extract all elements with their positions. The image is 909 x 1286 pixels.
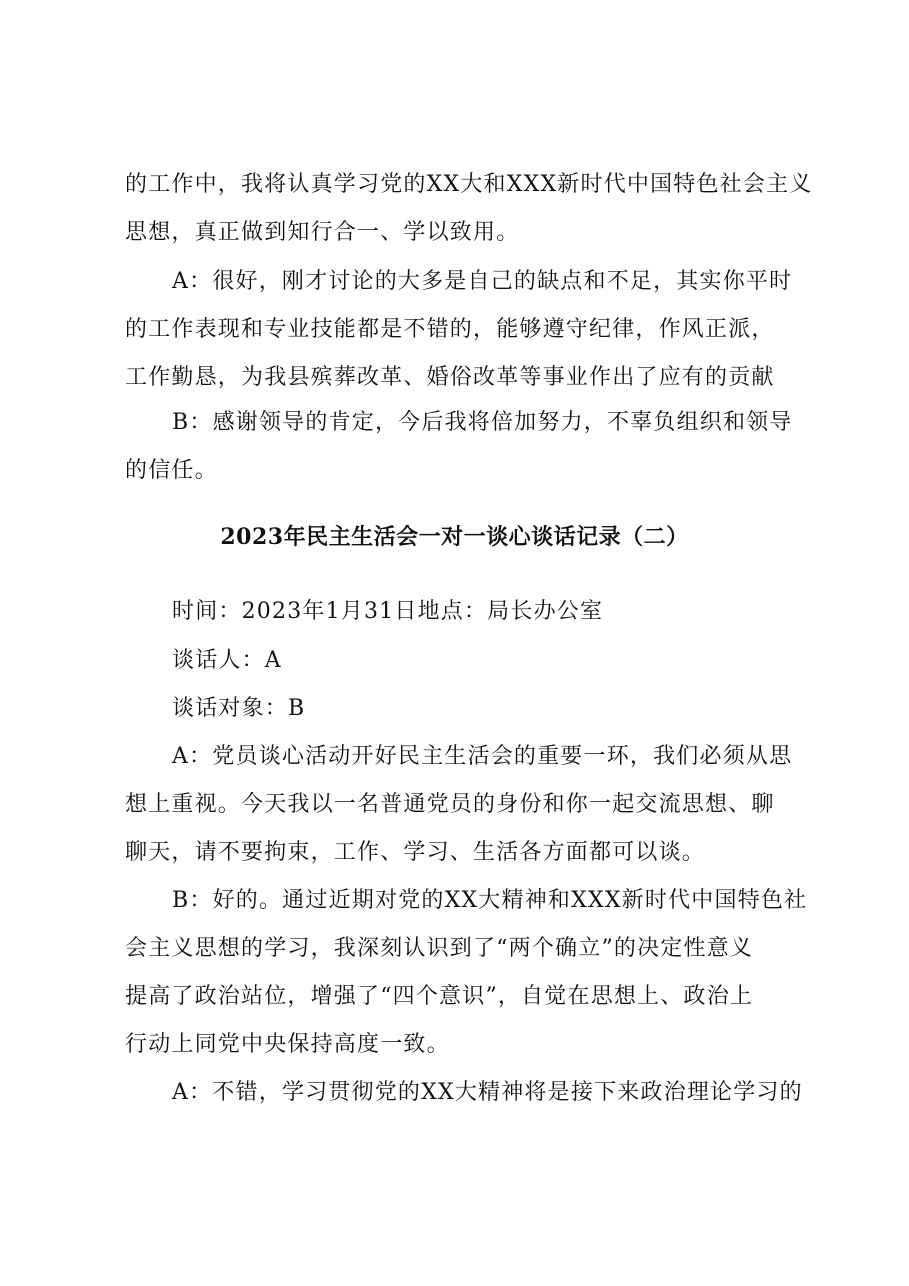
section-title: 2023年民主生活会一对一谈心谈话记录（二）: [220, 524, 689, 550]
meta-speaker: 谈话人：A: [172, 648, 282, 673]
paragraph-line: 聊天，请不要拘束，工作、学习、生活各方面都可以谈。: [125, 840, 706, 865]
paragraph-line: 思想，真正做到知行合一、学以致用。: [125, 220, 520, 245]
paragraph-line: 提高了政治站位，增强了“四个意识”，自觉在思想上、政治上: [125, 984, 754, 1009]
paragraph-line: 会主义思想的学习，我深刻认识到了“两个确立”的决定性意义: [125, 936, 754, 961]
paragraph-line: 的信任。: [125, 458, 218, 483]
paragraph-line: 工作勤恳，为我县殡葬改革、婚俗改革等事业作出了应有的贡献: [125, 365, 775, 390]
paragraph-line: A：党员谈心活动开好民主生活会的重要一环，我们必须从思: [172, 744, 793, 769]
paragraph-line: B：好的。通过近期对党的XX大精神和XXX新时代中国特色社: [172, 888, 808, 913]
paragraph-line: A：不错，学习贯彻党的XX大精神将是接下来政治理论学习的: [172, 1080, 803, 1105]
paragraph-line: 想上重视。今天我以一名普通党员的身份和你一起交流思想、聊: [125, 792, 775, 817]
paragraph-line: B：感谢领导的肯定，今后我将倍加努力，不辜负组织和领导: [172, 410, 793, 435]
paragraph-line: 的工作表现和专业技能都是不错的，能够遵守纪律，作风正派，: [125, 317, 775, 342]
meta-time-location: 时间：2023年1月31日地点：局长办公室: [172, 599, 604, 624]
paragraph-line: 的工作中，我将认真学习党的XX大和XXX新时代中国特色社会主义: [125, 172, 813, 197]
paragraph-line: 行动上同党中央保持高度一致。: [125, 1032, 450, 1057]
paragraph-line: A：很好，刚才讨论的大多是自己的缺点和不足，其实你平时: [172, 269, 793, 294]
meta-interviewee: 谈话对象：B: [172, 696, 306, 721]
